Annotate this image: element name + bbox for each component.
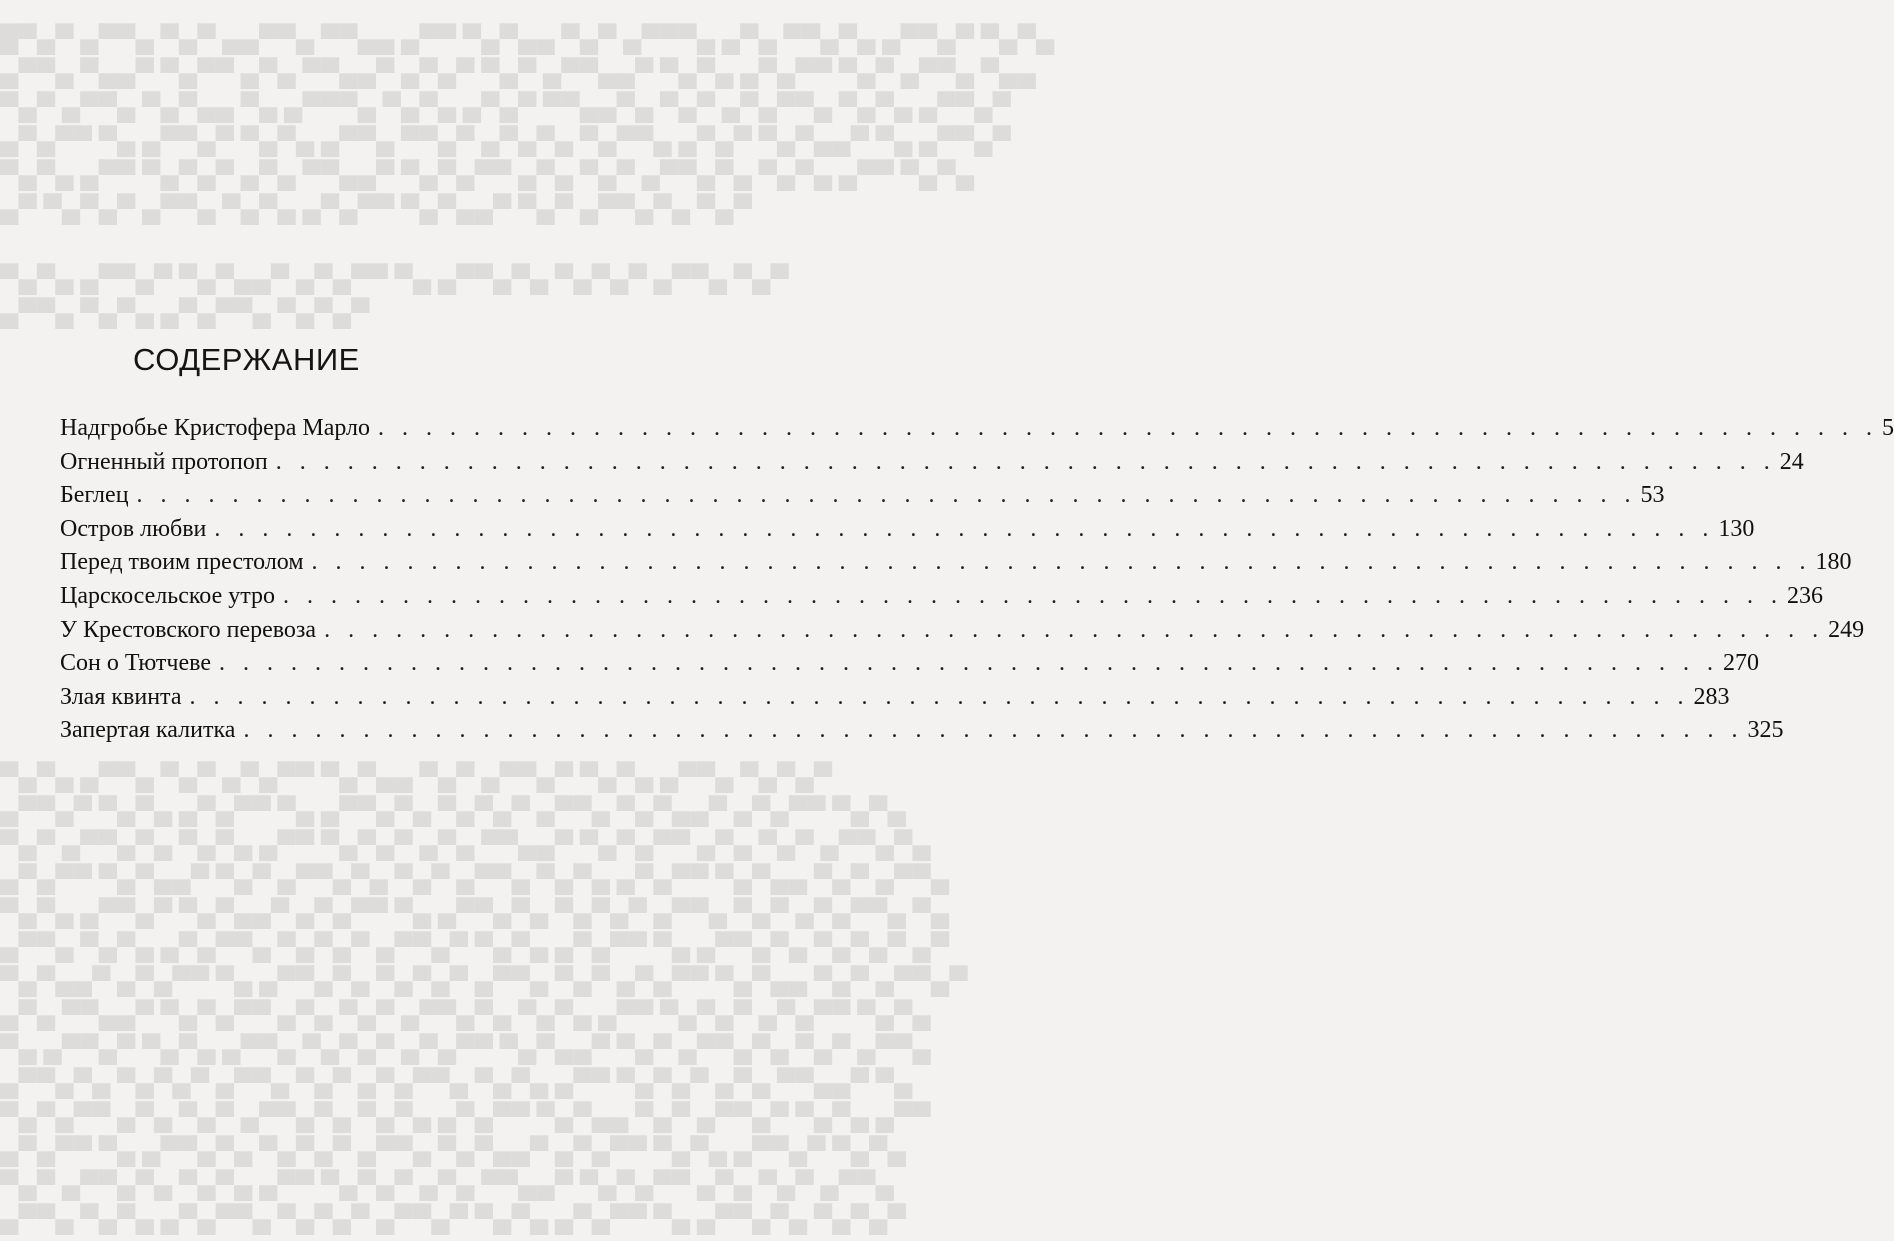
toc-entry-title: Сон о Тютчеве — [60, 650, 211, 677]
toc-entry-title: У Крестовского перевоза — [60, 616, 317, 643]
bleed-through-text: ▀▄▀▄ ▄▀▀▄ ▀▄▀ ▄▀▄▀▀ ▀▄▀▄▄ ▀▄▀ ▄▀▀▄▀ ▀▄▀▄ ▄▀▀▄ ▀▄▀▄▀ ▄▀▀▄▀ ▀▄▀▄ ▄▀▄▀▀ ▀▄ ▄▀▀▄▀▄ ▀▄▀▄▀ ▄▀▀▄ ▀▄▀▄▄▀ ▄▀▄▀▀ ▀▄▀▄ ▀▄▀ ▄▀▀▄▀▄ ▀▄▀▄ ▄▀▀ ▀▄▀▄▀ ▄▀▄ ▀▀▄▄▀ ▀▄▀▄▀▀ ▄▀▄ ▀▄▀ ▄▀▀▄▀▄ ▄▀▄▀▀ ▀▄▀▄▄▀ ▀▄▀ ▄▀▀▄▀▄ ▀▄▀ ▄▀▀▄ ▀▄▀▄ ▄▀▄▀▀ ▀▄▀▄▄ ▀▄▀ ▄▀▀▄ ▀▄▀▄ ▄▀▀▄▀ ▀▄▀▄▄▀ ▄▀▄▀▀ ▀▄ ▄▀▀▄▀▄ ▀▄▀▄▀ ▄▀▀▄ ▀▄▀ ▄▀▄▀▀▄ ▀▄ ▄▀▀▄ ▀▄▀▄ ▄▀▄▀▀▄ ▀▄▀▄▀ ▄▀▀▄▀ ▀▄▀▄ ▄▀▄▀▀ ▀▄ ▄▀▀▄▀▄ ▀▄▀▄▀ ▄▀ ▀▄▀▄▄▀ ▄▀▄▀▀ ▀▄ ▄▀▀▄▀▄ ▀▄▀▄▀ ▄▀▀▄ ▀▄▀ ▄▀▄▀▀ ▀▄▀▄▄ ▀▄▀ ▄▀▀▄▀ ▄▀▄ ▀▀▄▄▀ ▀▄▀▄▀▀ ▄▀▄ ▀▄▀ ▄▀▀▄▀▄ ▀▄▀▄ ▄▀▀ ▀▄▀▄▀ ▄▀▄▀▀ ▀▄▀▄ ▀▄ ▄▀▀▄▀ ▀▄▀▄ ▄▀▀▄ ▀▄▀▄▀ ▄▀▄▀▀ ▀▄▀▄▄▀ ▀▄▀ ▄▀▀▄▀▄ ▀▄▀ ▄▀▀▄ ▄▀▀▄▀▄ ▀▄▀▄▀ ▄▀▀▄ ▀▄▀ ▄▀▄▀▀▄ ▀▄▀▄ ▄▀▀ ▀▄▀▄▀ ▄▀▄ ▀▀▄▄▀ ▀▄ ▀▄▀▄▀▀ ▄▀▄ ▀▄▀ ▄▀▀▄▀▄ ▀▄▀▄ ▄▀▄▀▀ ▀▄▀▄▄ ▀▄▀ ▄▀▀▄▀ ▀▄▀▄ ▄▀▀ ▄▀▄▀▀ ▀▄ ▄▀▀▄▀▄ ▀▄▀▄▀ ▄▀▀▄ ▀▄▀▄▄▀ ▄▀▄▀▀ ▀▄▀▄ ▄▀▀▄▀ ▀▄▀▄ ▀▄▀ ▄▀▀▄▀▄ ▀▄▀▄ ▄▀▀ ▀▄▀▄▀ ▄▀▄ ▀▀▄▄▀ ▀▄▀▄▀▀ ▄▀▄ ▀▄▀ ▄▀▀▄ ▄▀▀▄ ▀▄▀▄ ▄▀▄▀▀▄ ▀▄▀▄▀ ▄▀▀▄▀ ▀▄▀▄ ▄▀▄▀▀ ▀▄ ▄▀▀▄▀▄ ▀▄▀▄▀ — [0, 762, 968, 1233]
toc-entry-title: Злая квинта — [60, 683, 182, 710]
toc-entry[interactable] — [60, 614, 1865, 648]
toc-page-number: 325 — [1747, 717, 1784, 744]
toc-entry[interactable] — [60, 714, 1784, 748]
toc-page-number: 283 — [1693, 683, 1730, 710]
dot-leader — [219, 647, 1719, 681]
dot-leader — [214, 513, 1714, 547]
dot-leader — [312, 546, 1812, 580]
dot-leader — [276, 446, 1776, 480]
toc-page-number: 249 — [1828, 616, 1865, 643]
toc-entry-title: Запертая калитка — [60, 717, 236, 744]
toc-entry-title: Перед твоим престолом — [60, 549, 304, 576]
toc-entry[interactable] — [60, 513, 1755, 547]
toc-page-number: 180 — [1815, 549, 1852, 576]
toc-entry[interactable] — [60, 412, 1894, 446]
toc-page-number: 5 — [1882, 415, 1894, 441]
toc-entry[interactable] — [60, 647, 1759, 681]
table-of-contents — [60, 412, 1894, 748]
page-title: СОДЕРЖАНИЕ — [133, 342, 360, 377]
toc-entry-title: Остров любви — [60, 515, 207, 542]
bleed-through-text: ▀▄▀▄ ▄▀▀▄▀ ▀▄▀▄▄▀ ▄▀▄▀▀ ▀▄ ▄▀▀▄▀▄ ▀▄▀▄▀ ▄▀▀▄ ▀▄▀ ▄▀▀▄ ▀▄▀▄ ▄▀▄▀▀▄ ▀▄▀▄▀ — [0, 264, 789, 327]
toc-entry-title: Царскосельское утро — [60, 582, 276, 609]
dot-leader — [190, 681, 1690, 715]
toc-page-number: 24 — [1779, 448, 1804, 475]
toc-page-number: 130 — [1718, 515, 1755, 542]
toc-page-number: 236 — [1787, 582, 1824, 609]
toc-entry[interactable] — [60, 546, 1852, 580]
dot-leader — [378, 412, 1878, 446]
toc-entry-title: Надгробье Кристофера Марло — [60, 415, 371, 441]
toc-entry-title: Беглец — [60, 482, 129, 509]
toc-entry[interactable] — [60, 446, 1804, 480]
dot-leader — [243, 714, 1743, 748]
bleed-through-text: █▀▄▀ ▄▀▀▄ ▀▄▀ ▄▄▀▀▄ ▀▀▄▄ ▄▀▀ ▀▄▀▄▄ ▀▄▀ ▄▀▀▀▄ ▄▀▄ ▀▀▄▀▄ ▄▀▀▄▀ ▀▄▀▄ ▄▀▀▄ ▀▄▄▀ ▀▄▀▀ ▄▀▄ ▀▀▄▄▀ ▄▀▄▀ ▀▄▀ ▄▀▀▄▄▀ ▀▄▀▄ ▄▀▄▀▀ ▀▄▀ ▄▀▀▄ ▀▄▄ ▀▄▀ ▄▀▀▄ ▀▄▀▄▄ ▀▄ ▄▀▀▀▄ ▀▄▀▄ ▄▀▄▀ ▀▀▄▄▀▄ ▀▄▀ ▄▀▄▀▀▄ ▀▄▀▄ ▄▀▀▄▀ ▄▀▄▀▀ ▀▄ ▄▀▀▄▀ ▀▄▀▄ ▄▀▀▄ ▀▀▄▀ ▄▀▄▀▄ ▀▄▀▀▄ ▄▀▄▀ ▀▄▀▄▄▀ ▀▄ ▄▀▀▄▀ ▀▄▀▄ ▄▀▀ ▀▄▀▄▀ ▄▀▄ ▀▀▄▄▀ ▀▄▀▄▀▀ ▄▀▄ ▀▄▀ ▄▀▀▄▀▄ ▀▄▀▄ ▄▀▀ ▀▄▀▄ ▄▀ ▀▄▀▄▀ ▄▀▀▄ ▀▄▀▄ ▄▀▄▀▀ ▀▄▀▄▄▀ ▀▄▀ ▄▀▀▄▀▄ ▀▄▀ — [0, 24, 1055, 223]
dot-leader — [283, 580, 1783, 614]
toc-entry[interactable] — [60, 681, 1730, 715]
dot-leader — [324, 614, 1824, 648]
toc-entry[interactable] — [60, 479, 1665, 513]
toc-entry[interactable] — [60, 580, 1824, 614]
toc-entry-title: Огненный протопоп — [60, 448, 268, 475]
toc-page-number: 270 — [1722, 650, 1759, 677]
dot-leader — [137, 479, 1637, 513]
toc-page-number: 53 — [1640, 482, 1665, 509]
